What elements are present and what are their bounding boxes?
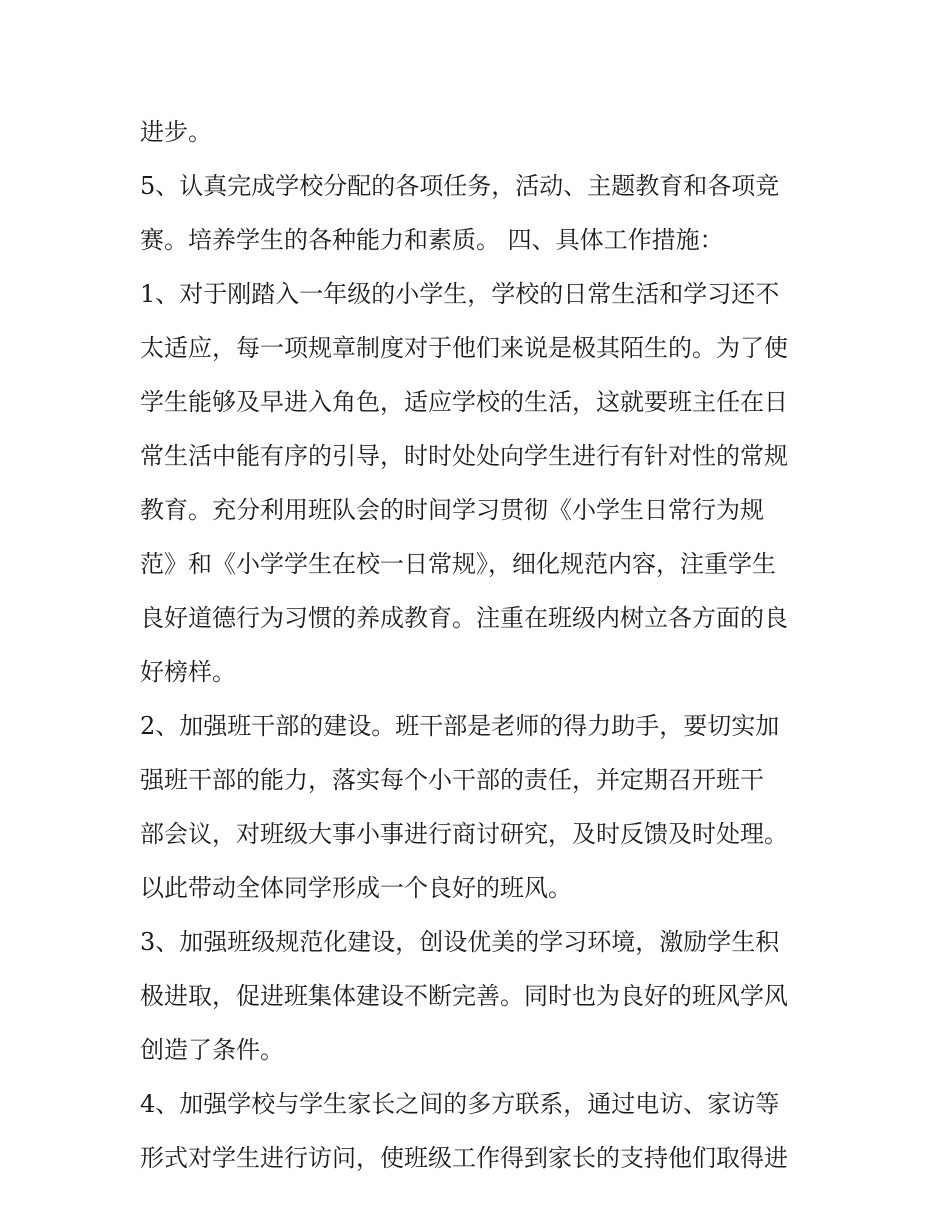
text-line: 赛。培养学生的各种能力和素质。 四、具体工作措施： (140, 226, 724, 254)
text-line: 学生能够及早进入角色，适应学校的生活，这就要班主任在日 (140, 388, 788, 416)
text-line: 范》和《小学学生在校一日常规》，细化规范内容，注重学生 (140, 550, 776, 578)
text-line: 4、加强学校与学生家长之间的多方联系，通过电访、家访等 (140, 1090, 780, 1118)
text-line: 3、加强班级规范化建设，创设优美的学习环境，激励学生积 (140, 928, 780, 956)
text-line: 常生活中能有序的引导，时时处处向学生进行有针对性的常规 (140, 442, 788, 470)
text-line: 5、认真完成学校分配的各项任务，活动、主题教育和各项竞 (140, 172, 780, 200)
text-line: 以此带动全体同学形成一个良好的班风。 (140, 874, 572, 902)
text-line: 极进取，促进班集体建设不断完善。同时也为良好的班风学风 (140, 982, 788, 1010)
text-line: 强班干部的能力，落实每个小干部的责任，并定期召开班干 (140, 766, 764, 794)
text-line: 太适应，每一项规章制度对于他们来说是极其陌生的。为了使 (140, 334, 788, 362)
text-line: 部会议，对班级大事小事进行商讨研究，及时反馈及时处理。 (140, 820, 788, 848)
document-body (140, 105, 830, 1185)
text-line: 创造了条件。 (140, 1036, 284, 1064)
text-line: 1、对于刚踏入一年级的小学生，学校的日常生活和学习还不 (140, 280, 780, 308)
text-line: 形式对学生进行访问，使班级工作得到家长的支持他们取得进 (140, 1144, 788, 1172)
text-line: 进步。 (140, 118, 212, 146)
text-line: 教育。充分利用班队会的时间学习贯彻《小学生日常行为规 (140, 496, 764, 524)
text-line: 好榜样。 (140, 658, 236, 686)
text-line: 2、加强班干部的建设。班干部是老师的得力助手，要切实加 (140, 712, 780, 740)
text-line: 良好道德行为习惯的养成教育。注重在班级内树立各方面的良 (140, 604, 788, 632)
